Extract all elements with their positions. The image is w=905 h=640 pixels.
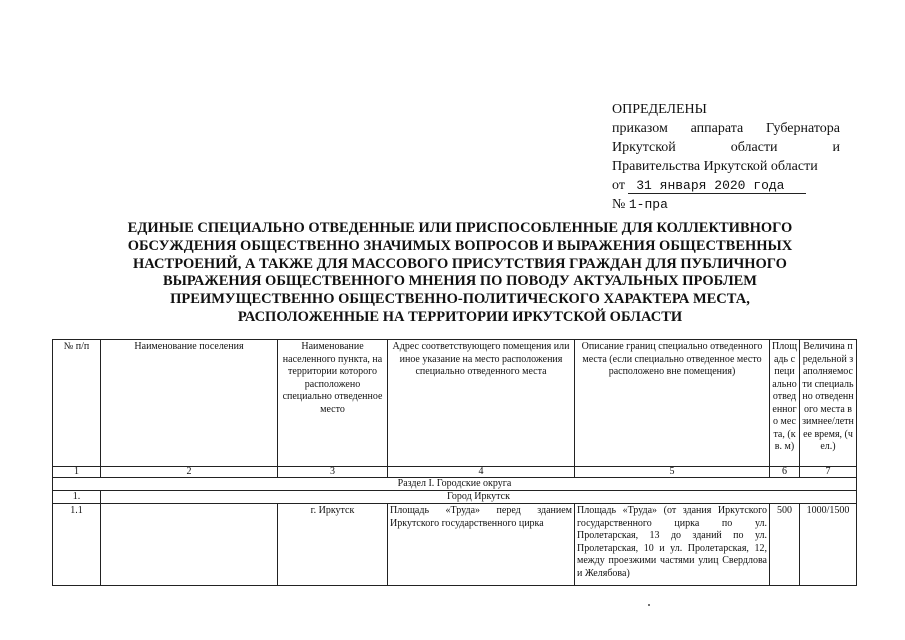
- row-locality: г. Иркутск: [278, 504, 388, 586]
- row-boundaries: Площадь «Труда» (от здания Иркутского государственного цирка по ул. Пролетарская, 13 до зданий по ул. Пролетарская, 10 и ул. Пролетарская, 12, между проезжими частями улиц Свердлова и Желябова): [575, 504, 770, 586]
- header-cell: Наименование населенного пункта, на территории которого расположено специально отведенное место: [278, 340, 388, 467]
- row-settlement: [101, 504, 278, 586]
- table-header-row: [53, 340, 857, 467]
- approval-line: Правительства Иркутской области: [612, 159, 818, 174]
- number-value: 1-пра: [628, 197, 668, 212]
- group-name: Город Иркутск: [101, 491, 857, 504]
- header-cell: Площадь специально отведенного места, (кв. м): [770, 340, 800, 467]
- table-row: [53, 504, 857, 586]
- title-line: РАСПОЛОЖЕННЫЕ НА ТЕРРИТОРИИ ИРКУТСКОЙ ОБЛАСТИ: [237, 308, 683, 325]
- title-line: ЕДИНЫЕ СПЕЦИАЛЬНО ОТВЕДЕННЫЕ ИЛИ ПРИСПОСОБЛЕННЫЕ ДЛЯ КОЛЛЕКТИВНОГО: [127, 220, 793, 236]
- approval-date-line: [612, 176, 840, 195]
- column-number: 2: [101, 467, 278, 478]
- column-number-row: [53, 467, 857, 478]
- column-number: 3: [278, 467, 388, 478]
- row-area: 500: [770, 504, 800, 586]
- approval-line: приказом аппарата Губернатора: [612, 121, 840, 136]
- approval-heading: ОПРЕДЕЛЕНЫ: [612, 102, 707, 117]
- column-number: 1: [53, 467, 101, 478]
- column-number: 6: [770, 467, 800, 478]
- column-number: 4: [388, 467, 575, 478]
- approval-block: [612, 100, 840, 214]
- row-address: Площадь «Труда» перед зданием Иркутского государственного цирка: [388, 504, 575, 586]
- document-title: [60, 220, 860, 327]
- section-title: Раздел I. Городские округа: [53, 478, 857, 491]
- header-cell: Наименование поселения: [101, 340, 278, 467]
- date-value: 31 января 2020 года: [628, 178, 806, 194]
- title-line: ПРЕИМУЩЕСТВЕННО ОБЩЕСТВЕННО-ПОЛИТИЧЕСКОГО ХАРАКТЕРА МЕСТА,: [170, 291, 750, 308]
- approval-line: Иркутской области и: [612, 140, 840, 155]
- header-cell: Описание границ специально отведенного места (если специально отведенное место расположено вне помещения): [575, 340, 770, 467]
- group-number: 1.: [53, 491, 101, 504]
- title-line: НАСТРОЕНИЙ, А ТАКЖЕ ДЛЯ МАССОВОГО ПРИСУТСТВИЯ ГРАЖДАН ДЛЯ ПУБЛИЧНОГО: [133, 255, 787, 272]
- approval-number-line: [612, 195, 840, 214]
- number-prefix: №: [612, 197, 626, 212]
- title-line: ВЫРАЖЕНИЯ ОБЩЕСТВЕННОГО МНЕНИЯ ПО ПОВОДУ АКТУАЛЬНЫХ ПРОБЛЕМ: [163, 273, 757, 290]
- header-cell: Величина предельной заполняемости специально отведенного места в зимнее/летнее время, (чел.): [800, 340, 857, 467]
- group-row: [53, 491, 857, 504]
- header-cell: Адрес соответствующего помещения или иное указание на место расположения специально отведенного места: [388, 340, 575, 467]
- places-table: [52, 339, 857, 586]
- header-cell: № п/п: [53, 340, 101, 467]
- column-number: 5: [575, 467, 770, 478]
- row-number: 1.1: [53, 504, 101, 586]
- date-prefix: от: [612, 178, 625, 193]
- column-number: 7: [800, 467, 857, 478]
- title-line: ОБСУЖДЕНИЯ ОБЩЕСТВЕННО ЗНАЧИМЫХ ВОПРОСОВ И ВЫРАЖЕНИЯ ОБЩЕСТВЕННЫХ: [127, 237, 793, 254]
- section-row: [53, 478, 857, 491]
- row-capacity: 1000/1500: [800, 504, 857, 586]
- scan-speck: [648, 604, 650, 606]
